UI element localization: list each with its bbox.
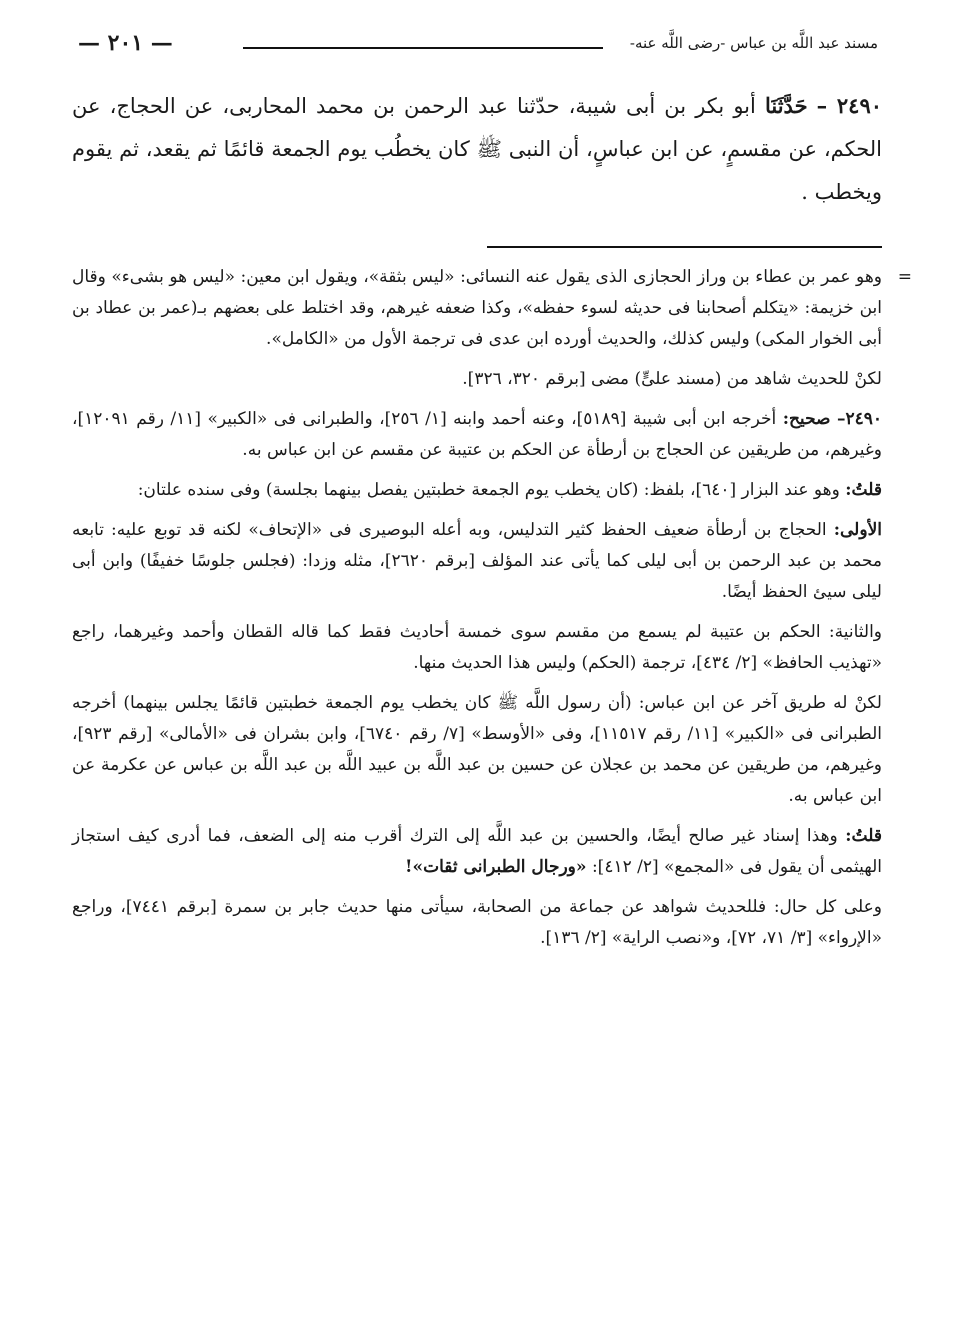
note-takhrij [72, 404, 882, 466]
note-continuation [72, 262, 912, 355]
header-rule [243, 47, 603, 49]
note-thaniya: والثانية: الحكم بن عتيبة لم يسمع من مقسم سوى خمسة أحاديث فقط كما قاله القطان وأحمد وغيرهما، راجع «تهذيب الحافظ» [٢/ ٤٣٤]، ترجمة (الحكم) وليس هذا الحديث منها. [72, 622, 882, 673]
hadith-body: أبو بكر بن أبى شيبة، حدّثنا عبد الرحمن بن محمد المحاربى، عن الحجاج، عن الحكم، عن مقسمٍ، عن ابن عباسٍ، أن النبى ﷺ كان يخطُب يوم الجمعة قائمًا ثم يقعد، ثم يقوم ويخطب . [72, 94, 882, 204]
note-closing: وعلى كل حال: فللحديث شواهد عن جماعة من الصحابة، سيأتى منها حديث جابر بن سمرة [برقم ٧٤٤١]، وراجع «الإرواء» [٣/ ٧١، ٧٢]، و«نصب الراية» [٢/ ١٣٦]. [72, 897, 882, 948]
hadith-number: ٢٤٩٠ – [816, 93, 883, 118]
footnote-separator [487, 246, 882, 248]
continuation-mark: = [897, 267, 912, 287]
ula-label: الأولى: [833, 520, 882, 540]
page-number-value: ٢٠١ [107, 30, 144, 56]
note-tariq: لكنْ له طريق آخر عن ابن عباس: (أن رسول اللَّه ﷺ كان يخطب يوم الجمعة خطبتين قائمًا يجلس بينهما) أخرجه الطبرانى فى «الكبير» [١١/ رقم ١١٥١٧]، وفى «الأوسط» [٧/ رقم ٦٧٤٠]، وابن بشران فى «الأمالى» [رقم ٩٢٣]، وغيرهم، من طريقين عن محمد بن عجلان عن حسين بن عبد اللَّه بن عبيد اللَّه بن عبد اللَّه بن عباس عن عكرمة عن ابن عباس به. [72, 693, 883, 806]
takhrij-grade: صحيح: [782, 409, 831, 429]
takhrij-text: أخرجه ابن أبى شيبة [٥١٨٩]، وعنه أحمد وابنه [١/ ٢٥٦]، والطبرانى فى «الكبير» [١١/ رقم ١٢٠٩١]، وغيرهم، من طريقين عن الحجاج بن أرطأة عن الحكم بن عتيبة عن مقسم عن ابن عباس به. [72, 409, 882, 460]
hadith-haddathana: حَدَّثَنَا [764, 93, 808, 118]
ula-text: الحجاج بن أرطأة ضعيف الحفظ كثير التدليس، وبه أعله البوصيرى فى «الإتحاف» لكنه قد توبع عليه: تابعه محمد بن عبد الرحمن بن أبى ليلى كما يأتى عند المؤلف [برقم ٢٦٢٠]، مثله وزدا: (فجلس جلوسًا خفيفًا) وابن أبى ليلى سيئ الحفظ أيضًا. [72, 520, 882, 602]
qultu-2-text: وهذا إسناد غير صالح أيضًا، والحسين بن عبد اللَّه إلى الترك أقرب منه إلى الضعف، فما أدرى كيف استجاز الهيثمى أن يقول فى «المجمع» [٢/ ٤١٢]: [72, 826, 882, 877]
note-qultu-1 [72, 475, 882, 506]
qultu-1-text: وهو عند البزار [٦٤٠]، بلفظ: (كان يخطب يوم الجمعة خطبتين يفصل بينهما بجلسة) وفى سنده علتان: [137, 480, 840, 500]
takhrij-number: ٢٤٩٠– [836, 409, 882, 429]
running-header [78, 30, 878, 66]
continuation-text: وهو عمر بن عطاء بن وراز الحجازى الذى يقول عنه النسائى: «ليس بثقة»، ويقول ابن معين: «ليس هو بشىء» وقال ابن خزيمة: «يتكلم أصحابنا فى حديثه لسوء حفظه»، وكذا ضعفه غيرهم، وقد اختلط على بعضهم بـ(عمر بن عطاد بن أبى الخوار المكى) وليس كذلك، والحديث أورده ابن عدى فى ترجمة الأول من «الكامل». [72, 267, 882, 349]
footnotes [72, 262, 912, 963]
header-title: مسند عبد اللَّه بن عباس -رضى اللَّه عنه- [629, 34, 878, 52]
qultu-2-quote: «ورجال الطبرانى ثقات»! [405, 857, 587, 877]
note-ula [72, 515, 882, 608]
qultu-label: قلتُ: [845, 480, 882, 500]
qultu-label-2: قلتُ: [845, 826, 882, 846]
hadith-text [72, 84, 882, 214]
note-witness: لكنْ للحديث شاهد من (مسند علىٍّ) مضى [برقم ٣٢٠، ٣٢٦]. [462, 369, 882, 389]
note-qultu-2 [72, 821, 882, 883]
page-number: — ٢٠١ — [78, 30, 173, 56]
